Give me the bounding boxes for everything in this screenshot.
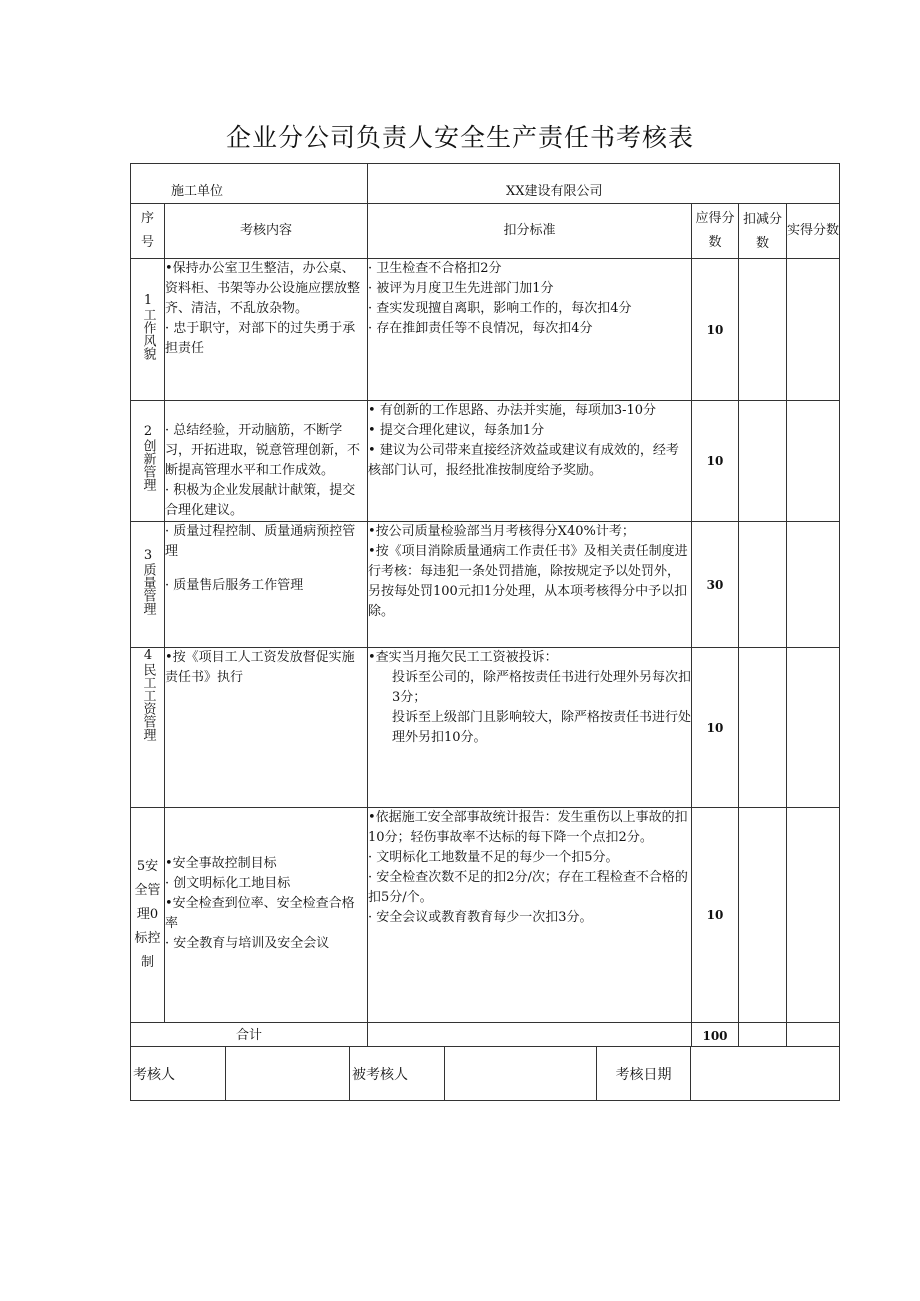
assessment-table <box>130 163 840 1047</box>
standard-line: · 安全会议或教育教育每少一次扣3分。 <box>368 910 593 925</box>
content-line: •安全事故控制目标 <box>165 856 277 871</box>
content-line: · 创文明标化工地目标 <box>165 876 291 891</box>
standard-line: • 有创新的工作思路、办法并实施，每项加3-10分 <box>368 403 657 418</box>
content-line: •按《项目工人工资发放督促实施责任书》执行 <box>165 650 355 685</box>
standard-line: · 被评为月度卫生先进部门加1分 <box>368 281 554 296</box>
content-line: •保持办公室卫生整洁，办公桌、资料柜、书架等办公设施应摆放整齐、清洁，不乱放杂物。 <box>165 261 361 316</box>
row-seq: 4民工工资管理 <box>140 648 156 741</box>
content-line: · 质量售后服务工作管理 <box>165 578 304 593</box>
row-deduct <box>739 401 787 522</box>
signature-row <box>131 1047 840 1101</box>
row-actual <box>787 808 840 1023</box>
total-label: 合计 <box>131 1023 368 1047</box>
row-deduct <box>739 648 787 808</box>
signature-table <box>130 1046 840 1101</box>
total-score: 100 <box>692 1023 739 1047</box>
standard-line: · 存在推卸责任等不良情况，每次扣4分 <box>368 321 593 336</box>
row-actual <box>787 259 840 401</box>
assessor-label: 考核人 <box>131 1047 226 1101</box>
row-score: 30 <box>692 522 739 648</box>
row-deduct <box>739 522 787 648</box>
header-due: 应得分数 <box>692 204 739 259</box>
row-deduct <box>739 808 787 1023</box>
header-standard: 扣分标准 <box>368 204 692 259</box>
standard-line: •依据施工安全部事故统计报告：发生重伤以上事故的扣10分；轻伤事故率不达标的每下降一个点扣2分。 <box>368 810 688 845</box>
unit-label: 施工单位 <box>171 184 224 199</box>
row-actual <box>787 522 840 648</box>
content-line: · 总结经验，开动脑筋，不断学习，开拓进取，锐意管理创新，不断提高管理水平和工作成效。 <box>165 423 361 478</box>
unit-value: XX建设有限公司 <box>506 184 603 199</box>
standard-line: •查实当月拖欠民工工资被投诉： <box>368 650 558 665</box>
row-seq: 2创新管理 <box>140 424 156 491</box>
assessor-field[interactable] <box>226 1047 350 1101</box>
standard-line: · 安全检查次数不足的扣2分/次；存在工程检查不合格的扣5分/个。 <box>368 870 688 905</box>
content-line: · 积极为企业发展献计献策，提交合理化建议。 <box>165 483 356 518</box>
standard-line: •按公司质量检验部当月考核得分X40%计考； <box>368 524 635 539</box>
row-score: 10 <box>692 401 739 522</box>
total-row <box>131 1023 840 1047</box>
content-line: · 安全教育与培训及安全会议 <box>165 936 330 951</box>
row-seq: 3质量管理 <box>140 547 156 615</box>
row-actual <box>787 401 840 522</box>
header-seq: 序号 <box>140 211 154 250</box>
standard-line: · 查实发现擅自离职，影响工作的，每次扣4分 <box>368 301 632 316</box>
standard-line: 投诉至公司的，除严格按责任书进行处理外另每次扣3分； <box>392 670 692 705</box>
table-row <box>131 259 840 401</box>
assessee-label: 被考核人 <box>350 1047 445 1101</box>
row-seq: 5安全管理0标控制 <box>134 859 161 970</box>
header-actual: 实得分数 <box>787 204 840 259</box>
content-line: •安全检查到位率、安全检查合格率 <box>165 896 355 931</box>
row-seq: 1工作风貌 <box>140 292 156 360</box>
row-score: 10 <box>692 808 739 1023</box>
table-row <box>131 648 840 808</box>
page-title: 企业分公司负责人安全生产责任书考核表 <box>225 123 694 152</box>
unit-row <box>131 164 840 204</box>
content-line: · 忠于职守，对部下的过失勇于承担责任 <box>165 321 356 356</box>
standard-line: · 文明标化工地数量不足的每少一个扣5分。 <box>368 850 619 865</box>
header-content: 考核内容 <box>165 204 368 259</box>
standard-line: •按《项目消除质量通病工作责任书》及相关责任制度进行考核：每违犯一条处罚措施，除按规定予以处罚外，另按每处罚100元扣1分处理，从本项考核得分中予以扣除。 <box>368 544 688 619</box>
standard-line: 投诉至上级部门且影响较大，除严格按责任书进行处理外另扣10分。 <box>392 710 692 745</box>
row-actual <box>787 648 840 808</box>
standard-line: • 提交合理化建议，每条加1分 <box>368 423 545 438</box>
header-deduct: 扣减分数 <box>739 204 787 259</box>
assessee-field[interactable] <box>445 1047 597 1101</box>
date-label: 考核日期 <box>597 1047 691 1101</box>
row-score: 10 <box>692 648 739 808</box>
standard-line: • 建议为公司带来直接经济效益或建议有成效的，经考核部门认可，报经批准按制度给予奖励。 <box>368 443 679 478</box>
table-row <box>131 522 840 648</box>
standard-line: · 卫生检查不合格扣2分 <box>368 261 502 276</box>
header-row <box>131 204 840 259</box>
table-row <box>131 808 840 1023</box>
table-row <box>131 401 840 522</box>
date-field[interactable] <box>691 1047 840 1101</box>
content-line: · 质量过程控制、质量通病预控管理 <box>165 524 356 559</box>
row-deduct <box>739 259 787 401</box>
row-score: 10 <box>692 259 739 401</box>
